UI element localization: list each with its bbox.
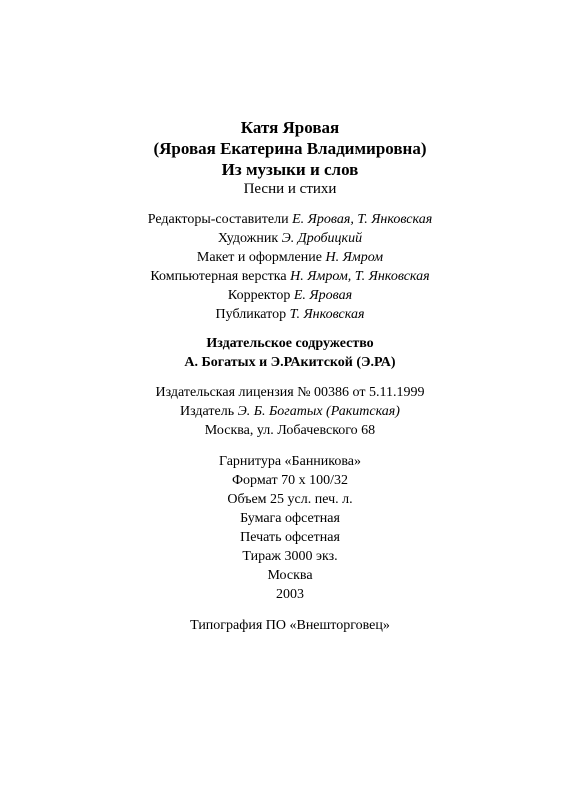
credit-names: Н. Ямром, Т. Янковская (290, 269, 430, 284)
author-name: Катя Яровая (240, 118, 340, 137)
credit-role: Компьютерная верстка (150, 269, 287, 284)
credit-line-artist (0, 232, 580, 246)
credit-role: Художник (217, 231, 279, 246)
book-subtitle: Песни и стихи (243, 181, 337, 197)
credit-names: Н. Ямром (325, 250, 384, 265)
book-title: Из музыки и слов (221, 160, 359, 179)
credit-names: Е. Яровая, Т. Янковская (292, 212, 433, 227)
publisher-person-line (0, 405, 580, 419)
printer-name: Типография ПО «Внешторговец» (190, 618, 390, 633)
publisher-name: Э. Б. Богатых (Ракитская) (237, 404, 400, 419)
author-full-name: (Яровая Екатерина Владимировна) (153, 139, 427, 158)
spec-typeface: Гарнитура «Банникова» (218, 454, 362, 469)
credit-role: Корректор (227, 288, 291, 303)
credit-names: Е. Яровая (293, 288, 353, 303)
spec-printing: Печать офсетная (240, 530, 340, 545)
credit-role: Публикатор (215, 307, 287, 322)
credit-names: Э. Дробицкий (281, 231, 363, 246)
spec-volume: Объем 25 усл. печ. л. (227, 492, 353, 507)
credit-names: Т. Янковская (289, 307, 365, 322)
credit-line-typesetting (0, 270, 580, 284)
credit-role: Макет и оформление (196, 250, 322, 265)
publisher-address: Москва, ул. Лобачевского 68 (204, 423, 376, 438)
publisher-line-2: А. Богатых и Э.РАкитской (Э.РА) (184, 355, 396, 370)
spec-format: Формат 70 х 100/32 (232, 473, 348, 488)
license-number: Издательская лицензия № 00386 от 5.11.1999 (155, 385, 425, 400)
credit-line-layout (0, 251, 580, 265)
spec-print-run: Тираж 3000 экз. (242, 549, 338, 564)
credit-line-editors (0, 213, 580, 227)
publisher-line-1: Издательское содружество (206, 336, 374, 351)
publisher-label: Издатель (180, 404, 235, 419)
credit-role: Редакторы-составители (147, 212, 289, 227)
spec-city: Москва (267, 568, 313, 583)
spec-year: 2003 (276, 587, 304, 602)
credit-line-proofreader (0, 289, 580, 303)
spec-paper: Бумага офсетная (240, 511, 340, 526)
credit-line-publicator (0, 308, 580, 322)
